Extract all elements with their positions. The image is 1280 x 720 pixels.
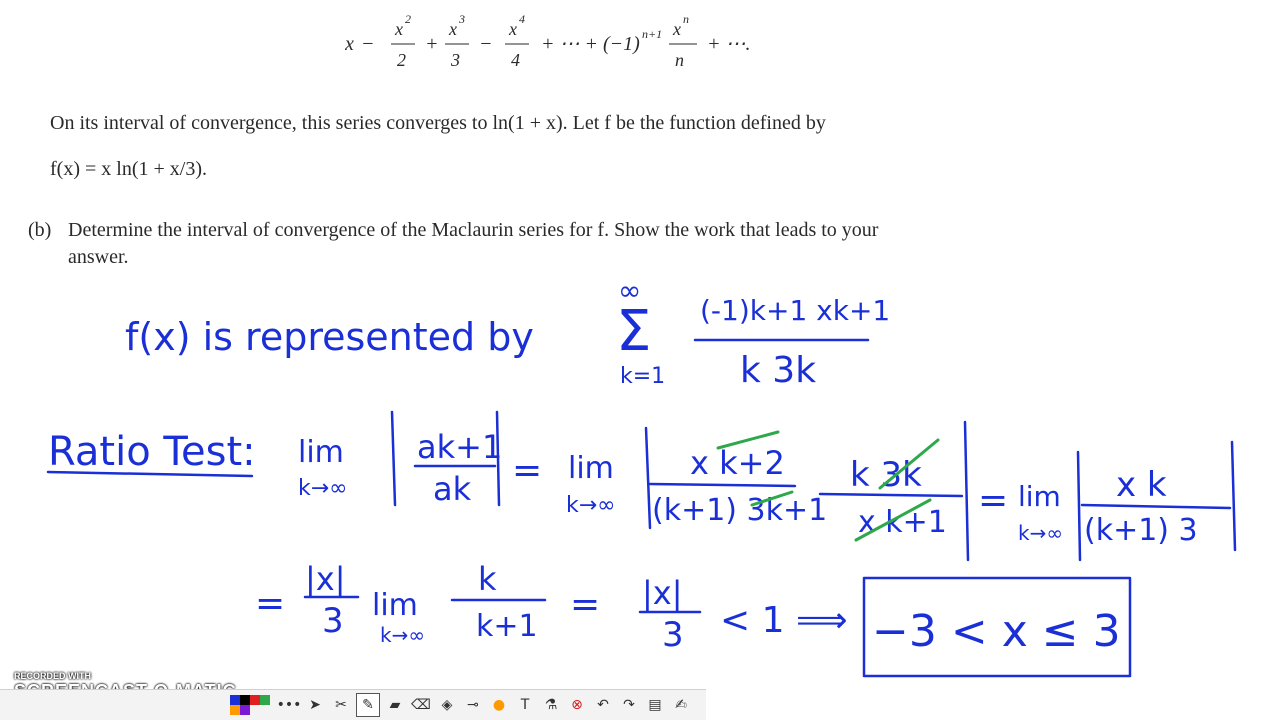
lim-3-sub: k→∞ bbox=[1018, 521, 1063, 545]
lim-4-sub: k→∞ bbox=[380, 623, 425, 647]
svg-text:3: 3 bbox=[459, 12, 465, 26]
svg-text:x: x bbox=[345, 33, 354, 55]
eq-3: = bbox=[255, 583, 286, 624]
lim-1: lim bbox=[298, 435, 344, 470]
undo-icon[interactable]: ↶ bbox=[597, 697, 609, 713]
svg-text:x: x bbox=[395, 19, 403, 39]
abs-left-1 bbox=[392, 412, 395, 505]
svg-text:x: x bbox=[449, 19, 457, 39]
part-b-label: (b) bbox=[28, 219, 52, 241]
text-tool-icon[interactable]: T bbox=[520, 697, 530, 713]
abs-right-2 bbox=[965, 422, 968, 560]
color-swatches[interactable] bbox=[230, 695, 274, 715]
k-plus-1: k+1 bbox=[476, 609, 538, 644]
svg-text:−: − bbox=[361, 33, 375, 55]
svg-text:4: 4 bbox=[519, 12, 525, 26]
shape-icon[interactable]: ● bbox=[492, 697, 506, 713]
step1-den: (k+1) 3k+1 bbox=[652, 493, 828, 528]
sigma-lower: k=1 bbox=[620, 364, 666, 389]
less-than-implies: < 1 ⟹ bbox=[720, 600, 848, 641]
eraser-icon[interactable]: ⌫ bbox=[411, 697, 431, 713]
fill-icon[interactable]: ◈ bbox=[441, 697, 453, 713]
sigma-symbol: Σ bbox=[616, 299, 652, 364]
tools-icon[interactable]: ✂ bbox=[335, 697, 347, 713]
eyedropper-icon[interactable]: ⊸ bbox=[467, 697, 479, 713]
step1-fraction-bar-2 bbox=[820, 494, 962, 496]
lim-2-sub: k→∞ bbox=[566, 493, 616, 518]
eq-2: = bbox=[978, 480, 1009, 521]
term-numerator: (-1)k+1 xk+1 bbox=[700, 294, 891, 327]
absx-1: |x| bbox=[305, 560, 346, 598]
convergence-paragraph: On its interval of convergence, this series converges to ln(1 + x). Let f be the function defined by bbox=[50, 112, 826, 134]
swatch-black[interactable] bbox=[240, 695, 250, 705]
final-answer: −3 < x ≤ 3 bbox=[872, 606, 1121, 657]
svg-text:x: x bbox=[673, 19, 681, 39]
part-b-line2: answer. bbox=[68, 246, 129, 268]
delete-icon[interactable]: ⊗ bbox=[571, 697, 583, 713]
svg-text:+: + bbox=[425, 33, 439, 55]
swatch-purple[interactable] bbox=[240, 705, 250, 715]
sign-icon[interactable]: ✍ bbox=[675, 697, 687, 713]
svg-text:n+1: n+1 bbox=[642, 27, 663, 41]
page-icon[interactable]: ▤ bbox=[648, 697, 662, 713]
svg-text:−: − bbox=[479, 33, 493, 55]
svg-text:2: 2 bbox=[397, 50, 406, 70]
lim-2: lim bbox=[568, 451, 614, 486]
ak1: ak+1 bbox=[417, 428, 503, 466]
three-2: 3 bbox=[662, 615, 684, 655]
term-denominator: k 3k bbox=[740, 350, 817, 391]
step1-fraction-bar bbox=[650, 484, 795, 486]
svg-text:+ ⋯.: + ⋯. bbox=[707, 33, 751, 55]
svg-text:n: n bbox=[683, 12, 689, 26]
swatch-orange[interactable] bbox=[230, 705, 240, 715]
swatch-red[interactable] bbox=[250, 695, 260, 705]
abs-left-2 bbox=[646, 428, 650, 528]
abs-left-3 bbox=[1078, 452, 1080, 560]
part-b-line1: Determine the interval of convergence of the Maclaurin series for f. Show the work that leads to your bbox=[68, 219, 879, 241]
swatch-blue[interactable] bbox=[230, 695, 240, 705]
svg-text:3: 3 bbox=[451, 50, 460, 70]
step2-fraction-bar bbox=[1082, 505, 1230, 508]
svg-text:x: x bbox=[509, 19, 517, 39]
eq-4: = bbox=[570, 584, 601, 625]
step2-num: x k bbox=[1116, 465, 1167, 505]
lim-1-sub: k→∞ bbox=[298, 476, 348, 501]
sigma-upper: ∞ bbox=[618, 274, 642, 307]
svg-text:2: 2 bbox=[405, 12, 411, 26]
absx-2: |x| bbox=[642, 574, 683, 612]
lim-4: lim bbox=[372, 588, 418, 623]
svg-text:+ ⋯ + (−1): + ⋯ + (−1) bbox=[541, 33, 640, 55]
step1-num: x k+2 bbox=[690, 444, 785, 482]
three-1: 3 bbox=[322, 601, 344, 641]
statement-text: f(x) is represented by bbox=[125, 315, 534, 359]
abs-right-1 bbox=[497, 412, 499, 505]
ratio-test-label: Ratio Test: bbox=[48, 429, 256, 475]
lim-3: lim bbox=[1018, 480, 1061, 513]
k-over: k bbox=[478, 560, 497, 598]
step1-num2: k 3k bbox=[850, 455, 922, 495]
abs-right-3 bbox=[1232, 442, 1235, 550]
swatch-green[interactable] bbox=[260, 695, 270, 705]
svg-text:4: 4 bbox=[511, 50, 520, 70]
highlighter-icon[interactable]: ▰ bbox=[389, 697, 401, 713]
function-definition: f(x) = x ln(1 + x/3). bbox=[50, 158, 207, 180]
step1-den2: x k+1 bbox=[858, 505, 947, 540]
pen-size-dots[interactable]: ••• bbox=[276, 697, 302, 713]
ak: ak bbox=[433, 470, 472, 508]
flask-icon[interactable]: ⚗ bbox=[544, 697, 558, 713]
watermark-small: RECORDED WITH bbox=[14, 671, 91, 681]
redo-icon[interactable]: ↷ bbox=[623, 697, 635, 713]
eq-1: = bbox=[512, 450, 543, 491]
pointer-icon[interactable]: ➤ bbox=[309, 697, 321, 713]
svg-text:n: n bbox=[675, 50, 684, 70]
step2-den: (k+1) 3 bbox=[1084, 513, 1198, 548]
annotation-toolbar bbox=[0, 689, 706, 720]
pen-icon[interactable]: ✎ bbox=[356, 693, 380, 717]
